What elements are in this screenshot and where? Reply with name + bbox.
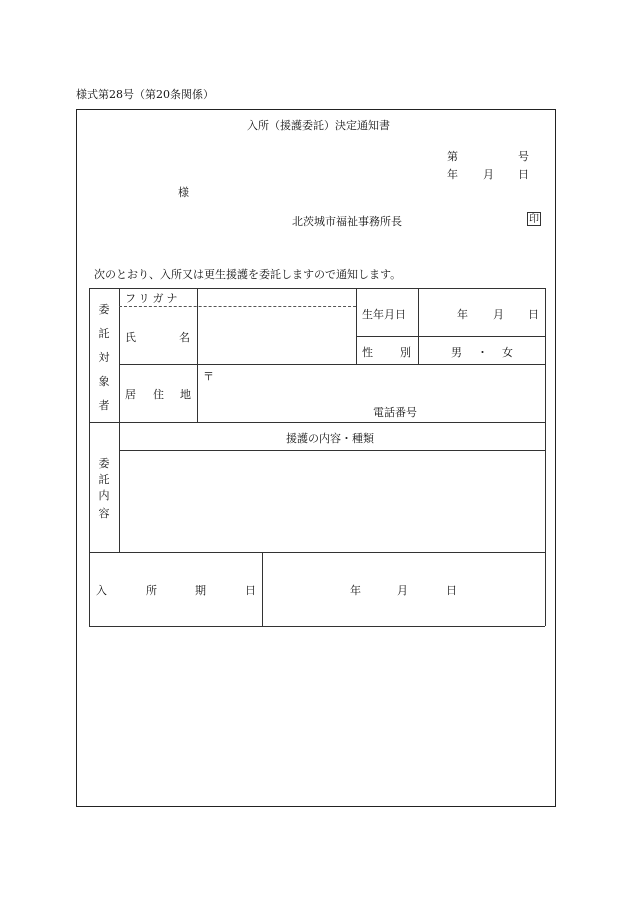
subject-label-char: 象 (98, 375, 110, 388)
date-year-label: 年 (447, 168, 458, 181)
birth-label-right-line (418, 288, 419, 364)
subject-label-char: 者 (98, 399, 110, 412)
content-label-char: 内 (98, 489, 110, 502)
addressee-suffix: 様 (178, 186, 189, 199)
table-top-line (89, 288, 545, 289)
name-address-divider (119, 364, 545, 365)
sex-label-1: 性 (362, 346, 373, 359)
furigana-label: フリガナ (125, 292, 181, 305)
address-label-2: 住 (153, 388, 164, 401)
form-number: 様式第28号（第20条関係） (76, 88, 214, 101)
document-title: 入所（援護委託）決定通知書 (247, 119, 390, 132)
doc-no-go: 号 (518, 150, 529, 163)
date-month-label: 月 (483, 168, 494, 181)
admission-month-unit: 月 (397, 584, 408, 597)
birth-date-label: 生年月日 (362, 308, 406, 321)
field-label-column-line (197, 288, 198, 422)
admission-day-unit: 日 (446, 584, 457, 597)
birth-label-left-line (356, 288, 357, 364)
admission-label-4: 日 (245, 584, 256, 597)
birth-sex-divider (356, 336, 545, 337)
doc-no-dai: 第 (447, 150, 458, 163)
birth-day-unit: 日 (528, 308, 539, 321)
table-right-line (545, 288, 546, 626)
date-day-label: 日 (518, 168, 529, 181)
birth-year-unit: 年 (457, 308, 468, 321)
content-header: 援護の内容・種類 (286, 432, 374, 445)
content-header-line (119, 450, 545, 451)
content-label-char: 委 (98, 457, 110, 470)
content-label-char: 容 (98, 507, 110, 520)
section1-bottom-line (89, 422, 545, 423)
birth-month-unit: 月 (493, 308, 504, 321)
sex-option-female: 女 (502, 346, 513, 359)
admission-label-2: 所 (146, 584, 157, 597)
section2-bottom-line (89, 552, 545, 553)
address-label-1: 居 (125, 388, 136, 401)
issuer-name: 北茨城市福祉事務所長 (292, 215, 402, 228)
admission-label-3: 期 (195, 584, 206, 597)
phone-label: 電話番号 (373, 406, 417, 419)
intro-text: 次のとおり、入所又は更生援護を委託しますので通知します。 (94, 268, 402, 281)
label-column-line (119, 288, 120, 552)
admission-divider-line (262, 552, 263, 626)
seal-mark: 印 (529, 214, 539, 225)
admission-label-1: 入 (96, 584, 107, 597)
sex-option-male: 男 (451, 346, 462, 359)
sex-option-separator: ・ (477, 346, 488, 359)
table-bottom-line (89, 626, 545, 627)
name-label-2: 名 (179, 331, 190, 344)
content-label-char: 託 (98, 473, 110, 486)
subject-label-char: 託 (98, 327, 110, 340)
subject-label-char: 対 (98, 351, 110, 364)
name-label-1: 氏 (125, 331, 136, 344)
sex-label-2: 別 (400, 346, 411, 359)
admission-year-unit: 年 (350, 584, 361, 597)
postal-mark: 〒 (203, 370, 214, 383)
furigana-dash-line (119, 306, 356, 307)
subject-label-char: 委 (98, 303, 110, 316)
address-label-3: 地 (180, 388, 191, 401)
table-left-line (89, 288, 90, 626)
